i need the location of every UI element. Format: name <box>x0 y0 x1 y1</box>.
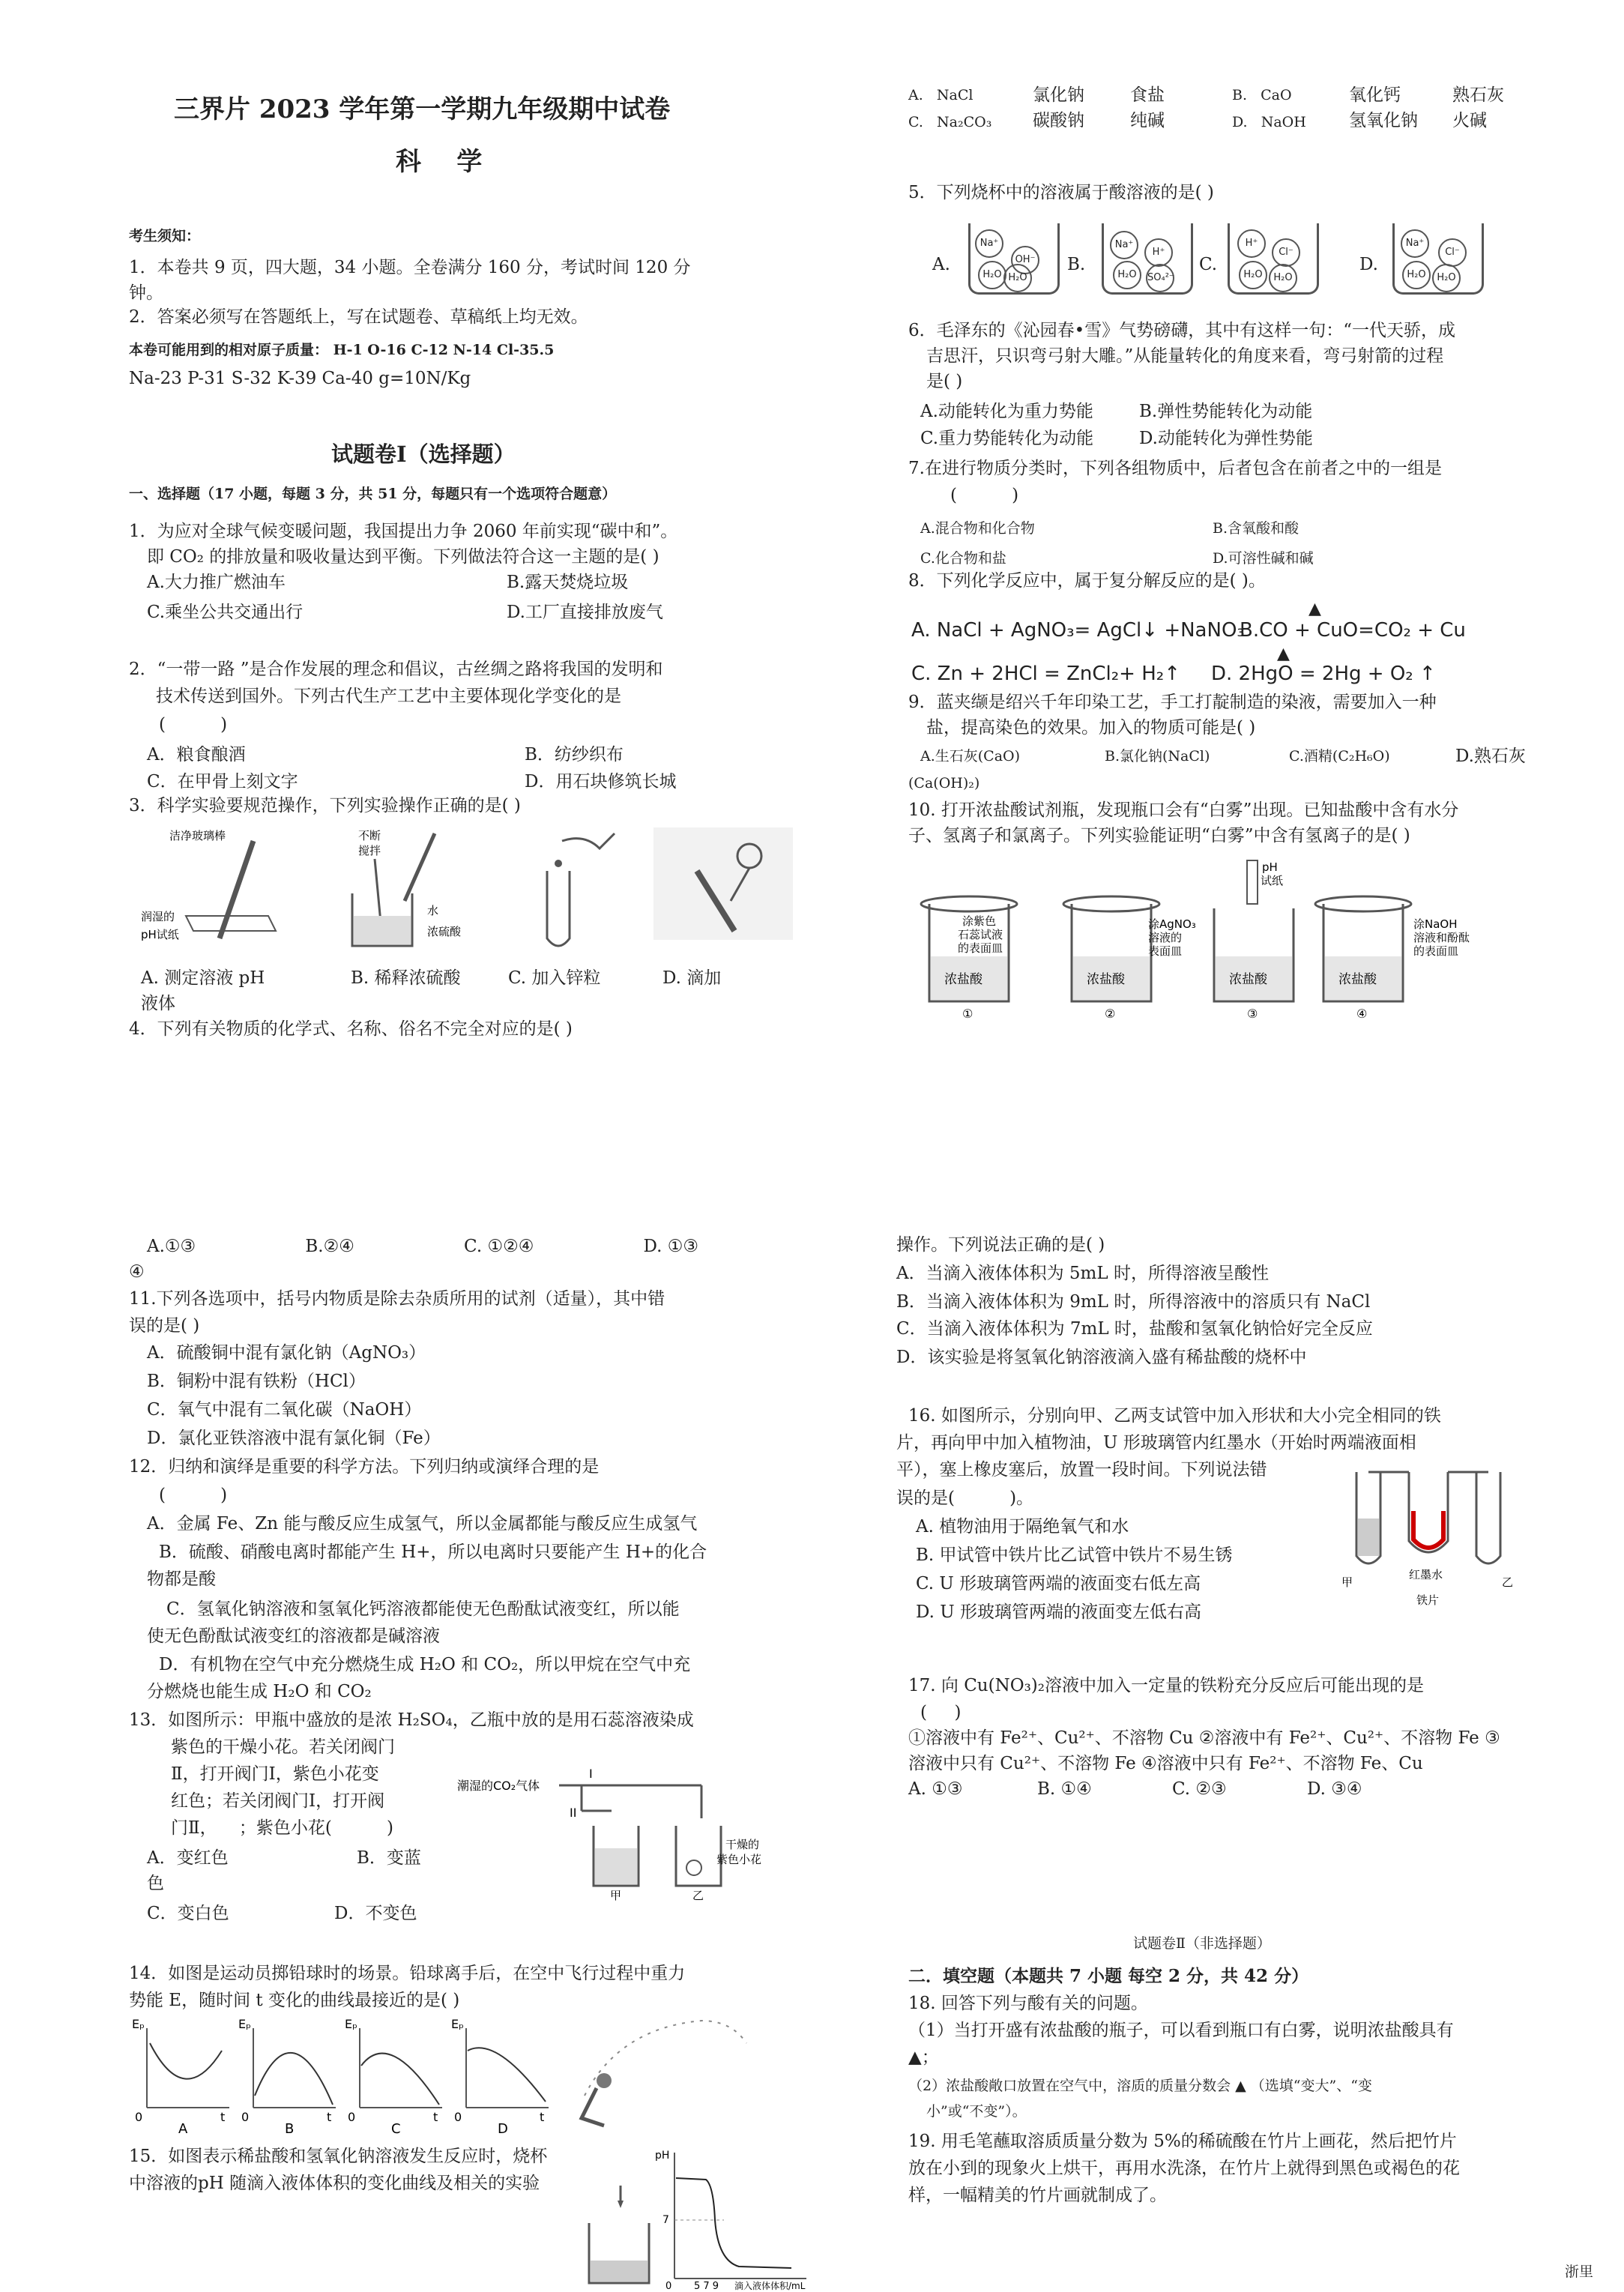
rust-experiment-figure <box>1341 1466 1521 1616</box>
figure-label: 乙 <box>1502 1575 1514 1589</box>
figure-label: 7 <box>662 2214 669 2226</box>
question-text: ①溶液中有 Fe²⁺、Cu²⁺、不溶物 Cu ②溶液中有 Fe²⁺、Cu²⁺、不溶物 Fe ③ <box>908 1728 1500 1748</box>
option-d-cont: 分燃烧也能生成 H₂O 和 CO₂ <box>147 1682 372 1701</box>
option-c: C．氢氧化钠溶液和氢氧化钙溶液都能使无色酚酞试液变红，所以能 <box>166 1599 680 1619</box>
figure-label: II <box>570 1806 577 1820</box>
ion: H₂O <box>1402 261 1431 289</box>
figure-label: 滴入液体体积/mL <box>734 2281 806 2291</box>
figure-label: pH <box>1262 860 1278 874</box>
option-c: C. <box>1199 255 1218 274</box>
ion: H₂O <box>1113 261 1141 289</box>
figure-label: 不断 <box>358 829 381 842</box>
atomic-mass: 本卷可能用到的相对原子质量： H-1 O-16 C-12 N-14 Cl-35.5 <box>129 342 555 358</box>
option-a: A. NaCl <box>908 87 974 103</box>
question-text: 紫色的干燥小花。若关闭阀门 <box>171 1737 395 1757</box>
option-c: C. ②③ <box>1172 1779 1227 1799</box>
figure-label: 0 <box>241 2110 250 2124</box>
figure-label: pH试纸 <box>141 928 179 941</box>
question-text: ( ) <box>920 1703 962 1722</box>
atomic-mass: Na-23 P-31 S-32 K-39 Ca-40 g=10N/Kg <box>129 369 471 388</box>
option-a: A. ①③ <box>908 1779 963 1799</box>
paper2-title: 试题卷Ⅱ（非选择题） <box>1133 1935 1271 1952</box>
option-d-cont: (Ca(OH)₂) <box>908 775 980 791</box>
option-d: D. NaOH <box>1232 114 1306 130</box>
figure-label: 乙 <box>692 1889 704 1901</box>
question-text: 中溶液的pH 随滴入液体体积的变化曲线及相关的实验 <box>129 2174 540 2193</box>
question-text: 1．为应对全球气候变暖问题，我国提出力争 2060 年前实现“碳中和”。 <box>129 522 678 541</box>
graph-d <box>451 2017 549 2137</box>
option-d: D. ③④ <box>1307 1779 1362 1799</box>
option-b: B．纺纱织布 <box>525 745 624 764</box>
question-text: 平），塞上橡皮塞后，放置一段时间。下列说法错 <box>896 1460 1267 1480</box>
option-a: A.动能转化为重力势能 <box>920 402 1093 421</box>
question-text: 技术传送到国外。下列古代生产工艺中主要体现化学变化的是 <box>156 687 621 706</box>
option-a: A. <box>932 255 950 274</box>
question-text: 操作。下列说法正确的是( ) <box>896 1235 1105 1255</box>
figure-label: D <box>498 2121 508 2137</box>
option-c: C.酒精(C₂H₆O) <box>1289 748 1390 764</box>
question-text: 16. 如图所示，分别向甲、乙两支试管中加入形状和大小完全相同的铁 <box>908 1406 1441 1426</box>
option-c-cont: 使无色酚酞试液变红的溶液都是碱溶液 <box>147 1626 440 1646</box>
ph-curve-figure <box>574 2148 821 2291</box>
question-text: 3．科学实验要规范操作，下列实验操作正确的是( ) <box>129 796 521 815</box>
ion: H₂O <box>978 261 1006 289</box>
question-text: 势能 E，随时间 t 变化的曲线最接近的是( ) <box>129 1991 460 2010</box>
figure-label: 甲 <box>1341 1575 1353 1589</box>
ion: OH⁻ <box>1011 246 1039 274</box>
figure-label: 水 <box>427 904 439 917</box>
figure-label: ③ <box>1247 1007 1258 1019</box>
figure-label: 潮湿的CO₂气体 <box>457 1779 540 1793</box>
option-a: A．变红色 <box>147 1848 229 1868</box>
question-text: 是( ) <box>926 372 963 391</box>
option-d: D．有机物在空气中充分燃烧生成 H₂O 和 CO₂，所以甲烷在空气中充 <box>159 1655 691 1674</box>
option-d: D.工厂直接排放废气 <box>507 603 663 622</box>
subject-title: 科 学 <box>396 147 483 177</box>
option-b: B.CO + CuO=CO₂ + Cu <box>1240 619 1466 642</box>
question-text: 吉思汗，只识弯弓射大雕。”从能量转化的角度来看，弯弓射箭的过程 <box>926 346 1444 366</box>
option-a: A. 植物油用于隔绝氧气和水 <box>916 1517 1129 1536</box>
option-b: B.弹性势能转化为动能 <box>1139 402 1313 421</box>
figure-label: 的表面皿 <box>1413 944 1459 958</box>
figure-label: 的表面皿 <box>958 941 1003 955</box>
option-b: B.氯化钠(NaCl) <box>1105 748 1210 764</box>
option-b: B．当滴入液体体积为 9mL 时，所得溶液中的溶质只有 NaCl <box>896 1292 1371 1312</box>
figure-label: 润湿的 <box>141 910 175 923</box>
ion: Na⁺ <box>1401 229 1429 258</box>
figure-label: 0 <box>348 2110 356 2124</box>
question-text: 红色；若关闭阀门Ⅰ，打开阀 <box>171 1791 385 1811</box>
option-c-common: 纯碱 <box>1130 111 1165 130</box>
option-c: C.化合物和盐 <box>920 550 1006 567</box>
footer-tag: 浙里 <box>1565 2264 1594 2280</box>
question-text: 14．如图是运动员掷铅球时的场景。铅球离手后，在空中飞行过程中重力 <box>129 1964 686 1983</box>
option-b: B.含氧酸和酸 <box>1213 520 1299 537</box>
beaker-d <box>1392 223 1484 295</box>
question-text: 门Ⅱ， ；紫色小花( ) <box>171 1818 393 1838</box>
figure-label: Eₚ <box>238 2017 251 2031</box>
option-a: A.大力推广燃油车 <box>147 573 286 592</box>
paper1-title: 试题卷Ⅰ（选择题） <box>331 441 516 467</box>
figure-label: B <box>285 2121 295 2137</box>
option-c: C.重力势能转化为动能 <box>920 429 1094 448</box>
option-b-common: 熟石灰 <box>1452 85 1504 105</box>
ion: H₂O <box>1003 264 1032 292</box>
option-d: D．氯化亚铁溶液中混有氯化铜（Fe） <box>147 1429 441 1448</box>
ion: H₂O <box>1432 264 1461 292</box>
option-c: C．氧气中混有二氧化碳（NaOH） <box>147 1400 422 1420</box>
figure-label: ④ <box>1356 1007 1368 1019</box>
option-b-cont: 物都是酸 <box>147 1569 216 1589</box>
figure-label: 涂NaOH <box>1413 917 1458 931</box>
exam-title: 三界片 2023 学年第一学期九年级期中试卷 <box>174 94 671 124</box>
figure-label: Eₚ <box>451 2017 464 2031</box>
option-a: A.生石灰(CaO) <box>920 748 1021 764</box>
option-d: D.可溶性碱和碱 <box>1213 550 1314 567</box>
figure-label: I <box>589 1767 593 1781</box>
ion: H₂O <box>1269 264 1297 292</box>
question-text: 12．归纳和演绎是重要的科学方法。下列归纳或演绎合理的是 <box>129 1457 600 1477</box>
question-text: 误的是( )。 <box>896 1489 1034 1508</box>
heat-symbol: ▲ <box>1308 600 1321 618</box>
beaker-a <box>968 223 1060 295</box>
option-b: B. 稀释浓硫酸 <box>351 968 461 988</box>
figure-label: t <box>540 2110 545 2124</box>
figure-label: 0 <box>665 2281 672 2291</box>
figure-label: t <box>220 2110 226 2124</box>
figure-label: t <box>327 2110 332 2124</box>
figure-label: 0 <box>454 2110 462 2124</box>
option-c: C．变白色 <box>147 1904 229 1923</box>
option-c: C. U 形玻璃管两端的液面变右低左高 <box>916 1574 1201 1593</box>
figure-label: 干燥的 <box>725 1838 760 1851</box>
question-text: 盐，提高染色的效果。加入的物质可能是( ) <box>926 718 1256 738</box>
question-text: 2．“一带一路 ”是合作发展的理念和倡议，古丝绸之路将我国的发明和 <box>129 660 663 679</box>
figure-label: 5 7 9 <box>694 2281 719 2291</box>
ion: H₂O <box>1239 261 1267 289</box>
option-b: B. <box>1067 255 1086 274</box>
question-text: 11.下列各选项中，括号内物质是除去杂质所用的试剂（适量），其中错 <box>129 1289 665 1309</box>
white-mist-experiment-figure <box>919 859 1518 1019</box>
question-text: 4．下列有关物质的化学式、名称、俗名不完全对应的是( ) <box>129 1019 573 1039</box>
q10-options: A.①③ B.②④ C. ①②④ D. ①③ <box>147 1237 699 1256</box>
figure-label: ② <box>1105 1007 1116 1019</box>
option-b: B. 甲试管中铁片比乙试管中铁片不易生锈 <box>916 1545 1233 1565</box>
question-text: 19. 用毛笔蘸取溶质质量分数为 5%的稀硫酸在竹片上画花，然后把竹片 <box>908 2132 1457 2151</box>
dropper-figure <box>652 826 794 957</box>
ion: Cl⁻ <box>1438 238 1467 267</box>
option-d: D．不变色 <box>334 1904 417 1923</box>
ion: Na⁺ <box>1110 231 1138 259</box>
question-text: 9．蓝夹缬是绍兴千年印染工艺，手工打靛制造的染液，需要加入一种 <box>908 693 1437 712</box>
question-text: 小”或“不变”）。 <box>926 2103 1027 2120</box>
option-d: D.熟石灰 <box>1455 747 1526 766</box>
question-text: 子、氢离子和氯离子。下列实验能证明“白雾”中含有氢离子的是( ) <box>908 826 1410 845</box>
graph-a <box>132 2017 229 2137</box>
figure-label: 0 <box>135 2110 143 2124</box>
figure-label: 红墨水 <box>1409 1568 1443 1581</box>
option-d: D. 2HgO = 2Hg + O₂ ↑ <box>1211 663 1436 685</box>
option-a-common: 食盐 <box>1130 85 1165 105</box>
figure-label: 浓盐酸 <box>1338 972 1377 987</box>
question-text: Ⅱ，打开阀门Ⅰ，紫色小花变 <box>171 1764 379 1784</box>
question-text: 即 CO₂ 的排放量和吸收量达到平衡。下列做法符合这一主题的是( ) <box>147 547 659 567</box>
question-text: 8．下列化学反应中，属于复分解反应的是( )。 <box>908 571 1266 591</box>
figure-label: 搅拌 <box>358 844 381 857</box>
option-d-name: 氢氧化钠 <box>1349 111 1418 130</box>
question-text: 17. 向 Cu(NO₃)₂溶液中加入一定量的铁粉充分反应后可能出现的是 <box>908 1676 1424 1695</box>
question-text: 放在小到的现象火上烘干，再用水洗涤，在竹片上就得到黑色或褐色的花 <box>908 2159 1460 2178</box>
option-a: A．粮食酿酒 <box>147 745 246 764</box>
section-heading: 二．填空题（本题共 7 小题 每空 2 分，共 42 分） <box>908 1966 1309 1986</box>
ph-test-figure <box>141 826 298 957</box>
figure-label: pH <box>655 2150 670 2162</box>
question-text: 7.在进行物质分类时，下列各组物质中，后者包含在前者之中的一组是 <box>908 459 1442 478</box>
option-a-name: 氯化钠 <box>1033 85 1084 105</box>
athlete-illustration <box>582 2021 746 2126</box>
question-text: 片，再向甲中加入植物油，U 形玻璃管内红墨水（开始时两端液面相 <box>896 1433 1416 1453</box>
option-d-common: 火碱 <box>1452 111 1487 130</box>
question-text: （1）当打开盛有浓盐酸的瓶子，可以看到瓶口有白雾，说明浓盐酸具有 <box>908 2021 1454 2040</box>
co2-valve-figure <box>447 1766 761 1901</box>
notice-line: 钟。 <box>129 283 163 303</box>
option-d: D.动能转化为弹性势能 <box>1139 429 1313 448</box>
question-text: 10. 打开浓盐酸试剂瓶，发现瓶口会有“白雾”出现。已知盐酸中含有水分 <box>908 800 1459 820</box>
figure-label: 石蕊试液 <box>958 928 1003 941</box>
figure-label: 洁净玻璃棒 <box>169 829 226 842</box>
figure-label: 涂AgNO₃ <box>1148 917 1196 931</box>
option-c: C．在甲骨上刻文字 <box>147 772 298 791</box>
figure-label: t <box>433 2110 438 2124</box>
figure-label: 紫色小花 <box>716 1853 761 1866</box>
graph-b <box>238 2017 336 2137</box>
question-text: 15．如图表示稀盐酸和氢氧化钠溶液发生反应时，烧杯 <box>129 2147 548 2166</box>
notice-line: 2．答案必须写在答题纸上，写在试题卷、草稿纸上均无效。 <box>129 307 588 327</box>
beaker-c <box>1228 223 1319 295</box>
question-text: ( ) <box>159 1486 228 1505</box>
option-d: D．该实验是将氢氧化钠溶液滴入盛有稀盐酸的烧杯中 <box>896 1348 1307 1367</box>
ion: H⁺ <box>1144 238 1173 267</box>
figure-label: 浓盐酸 <box>944 972 982 987</box>
question-text: （2）浓盐酸敞口放置在空气中，溶质的质量分数会 ▲ （选填“变大”、“变 <box>908 2078 1372 2094</box>
option-d: D. U 形玻璃管两端的液面变左低右高 <box>916 1602 1201 1622</box>
option-c: C. Zn + 2HCl = ZnCl₂+ H₂↑ <box>911 663 1180 685</box>
figure-label: 铁片 <box>1416 1593 1440 1607</box>
beaker-b <box>1102 223 1193 295</box>
option-b: B. CaO <box>1232 87 1292 103</box>
ion: Cl⁻ <box>1272 238 1300 267</box>
option-d: D. <box>1359 255 1378 274</box>
question-text: 13．如图所示：甲瓶中盛放的是浓 H₂SO₄，乙瓶中放的是用石蕊溶液染成 <box>129 1710 694 1730</box>
option-a: A．硫酸铜中混有氯化钠（AgNO₃） <box>147 1343 426 1363</box>
question-text: 误的是( ) <box>129 1316 200 1336</box>
q10-options-cont: ④ <box>129 1262 145 1282</box>
figure-label: 溶液和酚酞 <box>1413 931 1470 944</box>
option-b: B. ①④ <box>1037 1779 1092 1799</box>
option-c: C. Na₂CO₃ <box>908 114 992 130</box>
notice-label: 考生须知： <box>129 228 201 244</box>
figure-label: A <box>178 2121 188 2137</box>
option-d-cont: 液体 <box>141 994 175 1013</box>
option-a: A. NaCl + AgNO₃= AgCl↓ +NaNO₃ <box>911 619 1245 642</box>
figure-label: 浓盐酸 <box>1229 972 1267 987</box>
option-c: C．当滴入液体体积为 7mL 时，盐酸和氢氧化钠恰好完全反应 <box>896 1319 1373 1339</box>
figure-label: 涂紫色 <box>962 914 997 928</box>
figure-label: 试纸 <box>1261 874 1284 887</box>
figure-label: Eₚ <box>345 2017 357 2031</box>
shot-put-energy-graphs <box>132 2013 821 2141</box>
figure-label: 浓盐酸 <box>1087 972 1125 987</box>
graph-c <box>345 2017 442 2137</box>
answer-blank[interactable]: ▲； <box>908 2048 939 2067</box>
question-text: 6．毛泽东的《沁园春•雪》气势磅礴，其中有这样一句：“一代天骄，成 <box>908 321 1455 340</box>
option-a: A. 测定溶液 pH <box>141 968 265 988</box>
question-text: 溶液中只有 Cu²⁺、不溶物 Fe ④溶液中只有 Fe²⁺、不溶物 Fe、Cu <box>908 1754 1423 1773</box>
dilute-acid-figure <box>337 826 487 957</box>
figure-label: Eₚ <box>132 2017 145 2031</box>
figure-label: 甲 <box>610 1889 622 1901</box>
option-d: D．用石块修筑长城 <box>525 772 677 791</box>
heat-symbol: ▲ <box>1277 645 1290 663</box>
zinc-tube-figure <box>517 826 630 957</box>
option-a: A．金属 Fe、Zn 能与酸反应生成氢气，所以金属都能与酸反应生成氢气 <box>147 1514 698 1533</box>
figure-label: 浓硫酸 <box>427 925 462 938</box>
option-a: A.混合物和化合物 <box>920 520 1035 537</box>
question-text: ( ) <box>159 715 228 735</box>
figure-label: C <box>391 2121 401 2137</box>
option-b-cont: 色 <box>147 1874 164 1893</box>
option-b: B．硫酸、硝酸电离时都能产生 H+，所以电离时只要能产生 H+的化合 <box>159 1542 707 1562</box>
option-d: D. 滴加 <box>662 968 722 988</box>
figure-label: 表面皿 <box>1148 944 1183 958</box>
question-text: 样，一幅精美的竹片画就制成了。 <box>908 2186 1167 2205</box>
section-heading: 一、选择题（17 小题，每题 3 分，共 51 分，每题只有一个选项符合题意） <box>129 486 617 502</box>
figure-label: ① <box>962 1007 974 1019</box>
option-a: A．当滴入液体体积为 5mL 时，所得溶液呈酸性 <box>896 1264 1269 1283</box>
notice-line: 1．本卷共 9 页，四大题，34 小题。全卷满分 160 分，考试时间 120 分 <box>129 258 691 277</box>
figure-label: 溶液的 <box>1148 931 1183 944</box>
ion: SO₄²⁻ <box>1146 264 1174 292</box>
option-c-name: 碳酸钠 <box>1033 111 1084 130</box>
option-c: C.乘坐公共交通出行 <box>147 603 304 622</box>
question-text: 5．下列烧杯中的溶液属于酸溶液的是( ) <box>908 183 1214 202</box>
option-b: B．铜粉中混有铁粉（HCl） <box>147 1372 366 1391</box>
ion: Na⁺ <box>975 229 1003 258</box>
option-b-name: 氧化钙 <box>1349 85 1401 105</box>
option-c: C. 加入锌粒 <box>508 968 601 988</box>
question-text: ( ) <box>950 486 1019 505</box>
option-b: B.露天焚烧垃圾 <box>507 573 629 592</box>
question-text: 18. 回答下列与酸有关的问题。 <box>908 1994 1148 2013</box>
option-b: B．变蓝 <box>357 1848 421 1868</box>
ion: H⁺ <box>1237 229 1266 258</box>
